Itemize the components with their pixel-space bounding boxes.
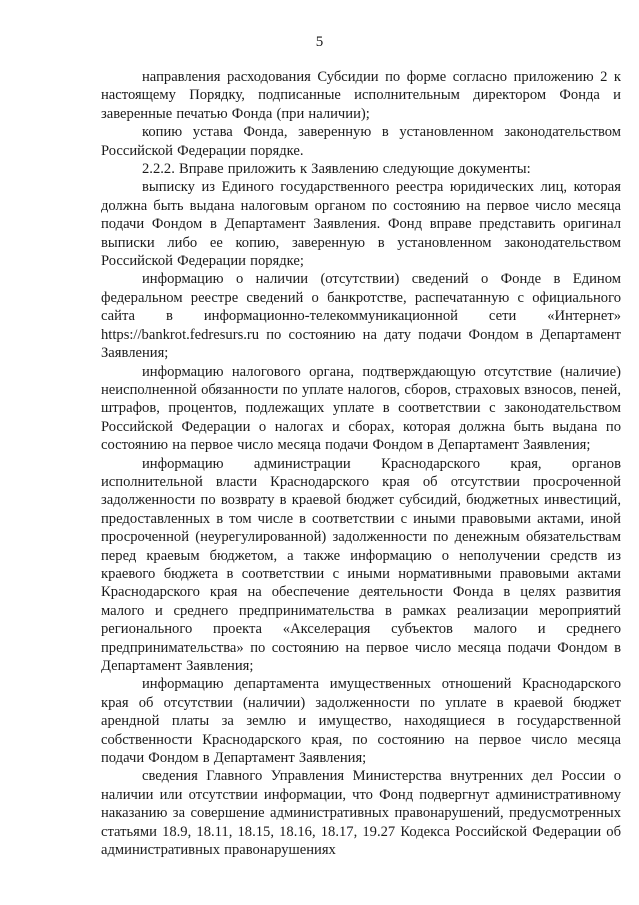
paragraph-tax-authority-info: информацию налогового органа, подтверждающую отсутствие (наличие) неисполненной обязанности по уплате налогов, сборов, страховых взносов, пеней, штрафов, процентов, подлежащих уплате в соответствии с законодательством Российской Федерации о налогах и сборах, которая должна быть выдана по состоянию на первое число месяца подачи Фондом в Департамент Заявления; [101, 363, 621, 454]
paragraph-egrul-extract: выписку из Единого государственного реестра юридических лиц, которая должна быть выдана налоговым органом по состоянию на первое число месяца подачи Фондом в Департамент Заявления. Фонд вправе представить оригинал выписки либо ее копию, заверенную в установленном законодательством Российской Федерации порядке; [101, 179, 621, 270]
paragraph-expense-directions: направления расходования Субсидии по форме согласно приложению 2 к настоящему Порядку, подписанные исполнительным директором Фонда и заверенные печатью Фонда (при наличии); [101, 69, 621, 122]
paragraph-section-2-2-2: 2.2.2. Вправе приложить к Заявлению следующие документы: [142, 161, 531, 178]
paragraph-bankruptcy-registry: информацию о наличии (отсутствии) сведений о Фонде в Едином федеральном реестре сведений о банкротстве, распечатанную с официального сайта в информационно-телекоммуникационной сети «Интернет» https://bankrot.fedresurs.ru по состоянию на дату подачи Фондом в Департамент Заявления; [101, 271, 621, 362]
paragraph-charter-copy: копию устава Фонда, заверенную в установленном законодательством Российской Федерации порядке. [101, 124, 621, 159]
paragraph-interior-ministry-info: сведения Главного Управления Министерства внутренних дел России о наличии или отсутствии информации, что Фонд подвергнут административному наказанию за совершение административных правонарушений, предусмотренных статьями 18.9, 18.11, 18.15, 18.16, 18.17, 19.27 Кодекса Российской Федерации об административных правонарушениях [101, 768, 621, 859]
paragraph-property-department-info: информацию департамента имущественных отношений Краснодарского края об отсутствии (наличии) задолженности по уплате в краевой бюджет арендной платы за землю и имущество, находящиеся в государственной собственности Краснодарского края, по состоянию на первое число месяца подачи Фондом в Департамент Заявления; [101, 676, 621, 767]
document-body [101, 68, 621, 859]
paragraph-krasnodar-administration-info: информацию администрации Краснодарского края, органов исполнительной власти Краснодарского края об отсутствии просроченной задолженности по возврату в краевой бюджет субсидий, бюджетных инвестиций, предоставленных в том числе в соответствии с иными правовыми актами, иной просроченной (неурегулированной) задолженности по денежным обязательствам перед краевым бюджетом, а также информацию о неполучении средств из краевого бюджета в соответствии с иными нормативными правовыми актами Краснодарского края на обеспечение деятельности Фонда в целях развития малого и среднего предпринимательства в рамках реализации мероприятий регионального проекта «Акселерация субъектов малого и среднего предпринимательства» по состоянию на первое число месяца подачи Фондом в Департамент Заявления; [101, 455, 621, 674]
page-number: 5 [315, 34, 324, 50]
